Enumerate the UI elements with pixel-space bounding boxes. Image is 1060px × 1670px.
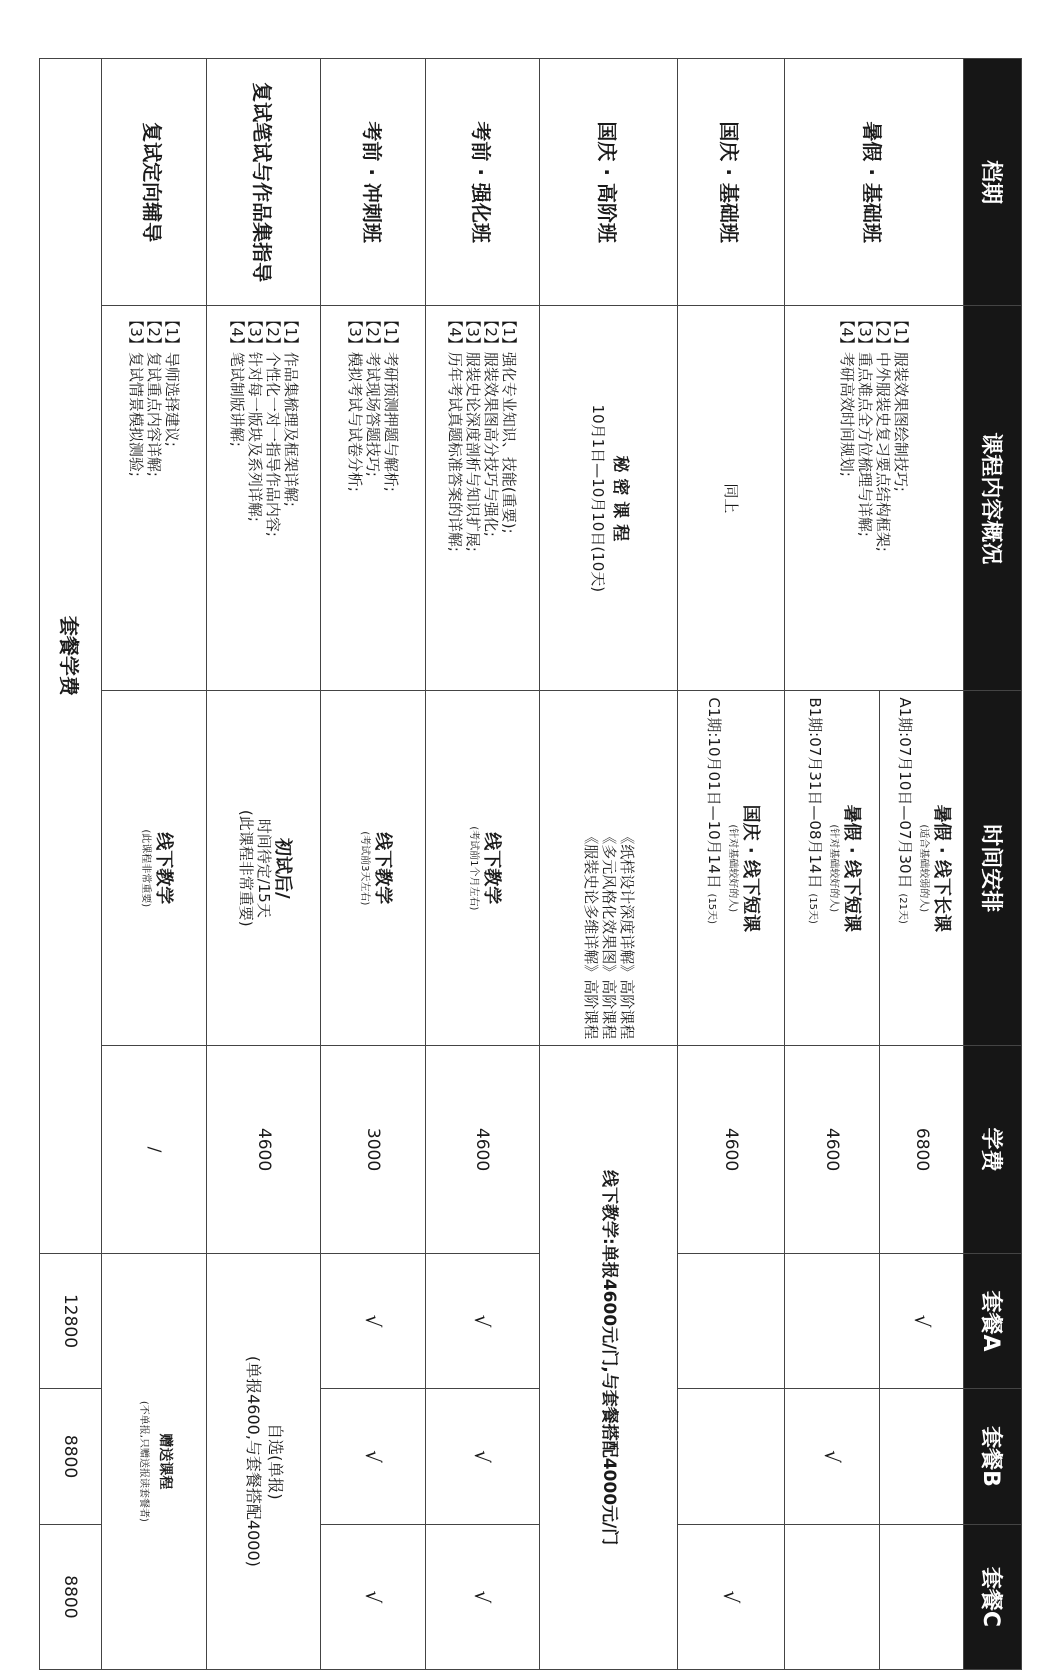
- content-item: 【1】作品集梳理及框架详解;: [281, 312, 300, 507]
- content-item: 【4】考研高效时间规划;: [837, 312, 856, 477]
- schedule-date: A1期:07月10日—07月30日 (21天): [896, 697, 915, 924]
- schedule-note: (此课程非常重要): [139, 829, 151, 908]
- course-title: 《纸样设计深度详解》高阶课程: [617, 829, 636, 1040]
- check-mark: √: [678, 1524, 784, 1669]
- course-schedule-table: [39, 58, 1022, 1670]
- content-item: 【3】复试情景模拟测验;: [126, 312, 145, 477]
- schedule-duration: 时间待定/15天: [254, 818, 273, 918]
- table-row-guidance: [101, 59, 206, 1670]
- check-mark: √: [784, 1389, 880, 1525]
- content-item: 【4】笔试制版讲解;: [227, 312, 246, 447]
- schedule-note: (考试前1个月左右): [468, 826, 480, 911]
- period-guidance: 复试定向辅导: [101, 59, 206, 306]
- gift-title: 赠送课程: [156, 1433, 173, 1490]
- content-strengthen: [425, 306, 540, 691]
- period-summer-basic: 暑假 · 基础班: [784, 59, 963, 306]
- header-period: 档期: [964, 59, 1022, 306]
- fee-summer-long: 6800: [880, 1046, 964, 1254]
- content-summer-basic: [784, 306, 963, 691]
- schedule-title: 初试后/: [271, 838, 293, 899]
- content-item: 【2】考试现场答题技巧;: [364, 312, 383, 477]
- content-item: 【3】针对每一版块及系列详解;: [245, 312, 264, 522]
- schedule-note: (此课程非常重要): [236, 809, 255, 927]
- content-item: 【2】复试重点内容详解;: [144, 312, 163, 477]
- content-item: 【3】服装史论深度剖析与知识扩展;: [464, 312, 483, 552]
- period-sprint: 考前 · 冲刺班: [321, 59, 425, 306]
- schedule-date: C1期:10月01日—10月14日 (15天): [705, 697, 724, 925]
- pricing-line: (单报4600,与套餐搭配4000): [243, 1355, 263, 1567]
- table-row-national-basic: [678, 59, 784, 1670]
- content-item: 【1】强化专业知识、技能(重要);: [500, 312, 519, 534]
- check-mark: √: [425, 1389, 540, 1525]
- period-national-advanced: 国庆 · 高阶班: [540, 59, 678, 306]
- empty-cell: [784, 1253, 880, 1389]
- schedule-guidance: [101, 691, 206, 1046]
- table-row-sprint: [321, 59, 425, 1670]
- course-schedule-table-rotated: [39, 58, 1022, 1670]
- header-package-b: 套餐B: [964, 1389, 1022, 1525]
- table-row-package: [40, 59, 102, 1670]
- schedule-summer-short: [784, 691, 880, 1046]
- content-national-advanced: [540, 306, 678, 691]
- fee-summer-short: 4600: [784, 1046, 880, 1254]
- schedule-note: (考试前3天左右): [359, 831, 371, 906]
- fee-retest: 4600: [206, 1046, 321, 1254]
- content-item: 【3】重点难点全方位梳理与详解;: [855, 312, 874, 537]
- content-item: 【2】个性化一对一指导作品内容;: [263, 312, 282, 537]
- header-package-c: 套餐C: [964, 1524, 1022, 1669]
- schedule-national-basic: [678, 691, 784, 1046]
- empty-cell: [784, 1524, 880, 1669]
- secret-course-label: 秘 密 课 程: [609, 455, 630, 542]
- content-national-basic: 同上: [678, 306, 784, 691]
- content-item: 【1】考研预测押题与解析;: [382, 312, 401, 492]
- content-guidance: [101, 306, 206, 691]
- schedule-note: (针对基础较好的人): [727, 824, 739, 913]
- schedule-title: 线下教学: [152, 832, 174, 905]
- table-row-national-advanced: [540, 59, 678, 1670]
- package-a-price: 12800: [40, 1253, 102, 1389]
- schedule-note: (针对基础较好的人): [828, 824, 840, 913]
- course-title: 《服装史论多维详解》高阶课程: [581, 829, 600, 1040]
- pricing-line: 自选(单报): [265, 1423, 285, 1500]
- package-fee-label: 套餐学费: [40, 59, 102, 1254]
- package-b-price: 8800: [40, 1389, 102, 1525]
- content-sprint: [321, 306, 425, 691]
- course-date: 10月1日—10月10日(10天): [588, 404, 607, 593]
- content-item: 【4】历年考试真题标准答案的详解;: [446, 312, 465, 552]
- content-retest: [206, 306, 321, 691]
- empty-cell: [678, 1253, 784, 1389]
- schedule-title: 国庆 · 线下短课: [740, 804, 762, 932]
- schedule-title: 线下教学: [481, 832, 503, 905]
- schedule-retest: [206, 691, 321, 1046]
- fee-strengthen: 4600: [425, 1046, 540, 1254]
- table-row-strengthen: [425, 59, 540, 1670]
- schedule-summer-long: [880, 691, 964, 1046]
- content-item: 【3】模拟考试与试卷分析;: [346, 312, 365, 492]
- check-mark: √: [880, 1253, 964, 1389]
- check-mark: √: [321, 1524, 425, 1669]
- empty-cell: [678, 1389, 784, 1525]
- content-item: 【2】中外服装史复习要点结构框架;: [873, 312, 892, 552]
- schedule-strengthen: [425, 691, 540, 1046]
- check-mark: √: [425, 1253, 540, 1389]
- schedule-sprint: [321, 691, 425, 1046]
- fee-national-basic: 4600: [678, 1046, 784, 1254]
- fee-guidance: /: [101, 1046, 206, 1254]
- header-fee: 学费: [964, 1046, 1022, 1254]
- schedule-note: (适合基础较弱的人): [918, 824, 930, 913]
- gift-course-note: [101, 1253, 206, 1669]
- empty-cell: [880, 1524, 964, 1669]
- schedule-national-advanced: [540, 691, 678, 1046]
- fee-sprint: 3000: [321, 1046, 425, 1254]
- header-row: [964, 59, 1022, 1670]
- course-title: 《多元风格化效果图》高阶课程: [599, 829, 618, 1040]
- gift-note: (不单报,只赠送报读套餐者): [137, 1400, 149, 1522]
- content-item: 【1】服装效果图绘制技巧;: [891, 312, 910, 492]
- schedule-title: 暑假 · 线下长课: [931, 804, 953, 932]
- check-mark: √: [425, 1524, 540, 1669]
- advanced-pricing-note: 线下教学:单报4600元/门,与套餐搭配4000元/门: [540, 1046, 678, 1670]
- table-row-retest: [206, 59, 321, 1670]
- period-retest: 复试笔试与作品集指导: [206, 59, 321, 306]
- check-mark: √: [321, 1253, 425, 1389]
- content-item: 【1】导师选择建议;: [162, 312, 181, 447]
- table-row-summer-long: [880, 59, 964, 1670]
- retest-pricing-note: [206, 1253, 321, 1669]
- period-national-basic: 国庆 · 基础班: [678, 59, 784, 306]
- header-package-a: 套餐A: [964, 1253, 1022, 1389]
- period-strengthen: 考前 · 强化班: [425, 59, 540, 306]
- header-schedule: 时间安排: [964, 691, 1022, 1046]
- schedule-title: 暑假 · 线下短课: [841, 804, 863, 932]
- schedule-title: 线下教学: [372, 832, 394, 905]
- package-c-price: 8800: [40, 1524, 102, 1669]
- check-mark: √: [321, 1389, 425, 1525]
- header-content: 课程内容概况: [964, 306, 1022, 691]
- schedule-date: B1期:07月31日—08月14日 (15天): [806, 697, 825, 924]
- content-item: 【2】服装效果图高分技巧与强化;: [482, 312, 501, 537]
- empty-cell: [880, 1389, 964, 1525]
